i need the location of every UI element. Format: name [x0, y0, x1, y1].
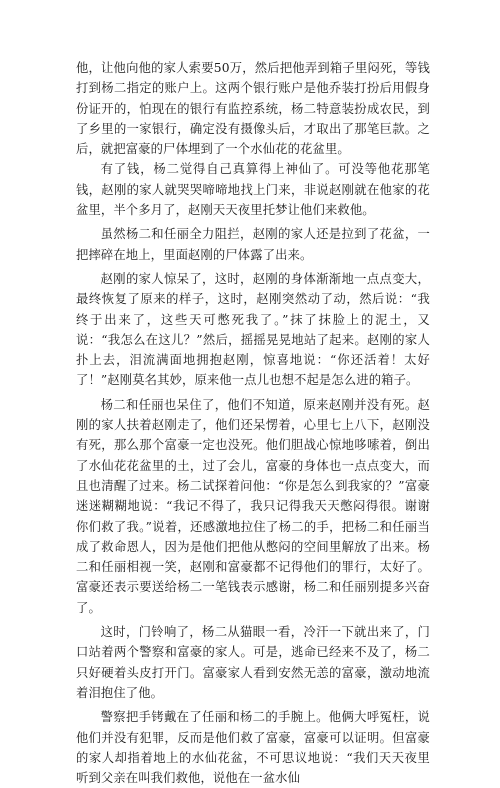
paragraph-2: 有了钱，杨二觉得自己真算得上神仙了。可没等他花那笔钱，赵刚的家人就哭哭啼啼地找上门来，非说赵刚就在他家的花盆里，半个多月了，赵刚天天夜里托梦让他们来救他。 [76, 162, 430, 218]
paragraph-3: 虽然杨二和任丽全力阻拦，赵刚的家人还是拉到了花盆，一把摔碎在地上，里面赵刚的尸体露了出来。 [76, 227, 430, 262]
paragraph-1: 他，让他向他的家人索要50万，然后把他弄到箱子里闷死，等钱打到杨二指定的账户上。这两个银行账户是他乔装打扮后用假身份证开的，怕现在的银行有监控系统，杨二特意装扮成农民，到了乡里的一家银行，确定没有摄像头后，才取出了那笔巨款。之后，就把富豪的尸体埋到了一个水仙花的花盆里。 [76, 61, 430, 157]
paragraph-5: 杨二和任丽也呆住了，他们不知道，原来赵刚并没有死。赵刚的家人扶着赵刚走了，他们还呆愣着，心里七上八下，赵刚没有死，那么那个富豪一定也没死。他们胆战心惊地哆嗦着，倒出了水仙花花盆里的土，过了会儿，富豪的身体也一点点变大，而且也清醒了过来。杨二试探着问他：“你是怎么到我家的？”富豪迷迷糊糊地说：“我记不得了，我只记得我天天憋闷得很。谢谢你们救了我。”说着，还感激地拉住了杨二的手，把杨二和任丽当成了救命恩人，因为是他们把他从憋闷的空间里解放了出来。杨二和任丽相视一笑，赵刚和富豪都不记得他们的罪行，太好了。富豪还表示要送给杨二一笔钱表示感谢，杨二和任丽别提多兴奋了。 [76, 397, 430, 615]
paragraph-6: 这时，门铃响了，杨二从猫眼一看，冷汗一下就出来了，门口站着两个警察和富豪的家人。可是，逃命已经来不及了，杨二只好硬着头皮打开门。富豪家人看到安然无恙的富豪，激动地流着泪抱住了他。 [76, 625, 430, 700]
paragraph-4: 赵刚的家人惊呆了，这时，赵刚的身体渐渐地一点点变大，最终恢复了原来的样子，这时，赵刚突然动了动，然后说：“我终于出来了，这些天可憋死我了。”抹了抹脸上的泥土，又说：“我怎么在这儿？”然后，摇摇晃晃地站了起来。赵刚的家人扑上去，泪流满面地拥抱赵刚，惊喜地说：“你还活着！太好了！”赵刚莫名其妙，原来他一点儿也想不起是怎么进的箱子。 [76, 271, 430, 388]
paragraph-7: 警察把手铐戴在了任丽和杨二的手腕上。他俩大呼冤枉，说他们并没有犯罪，反而是他们救了富豪，富豪可以证明。但富豪的家人却指着地上的水仙花盆，不可思议地说：“我们天天夜里听到父亲在叫我们救他，说他在一盆水仙 [76, 710, 430, 786]
